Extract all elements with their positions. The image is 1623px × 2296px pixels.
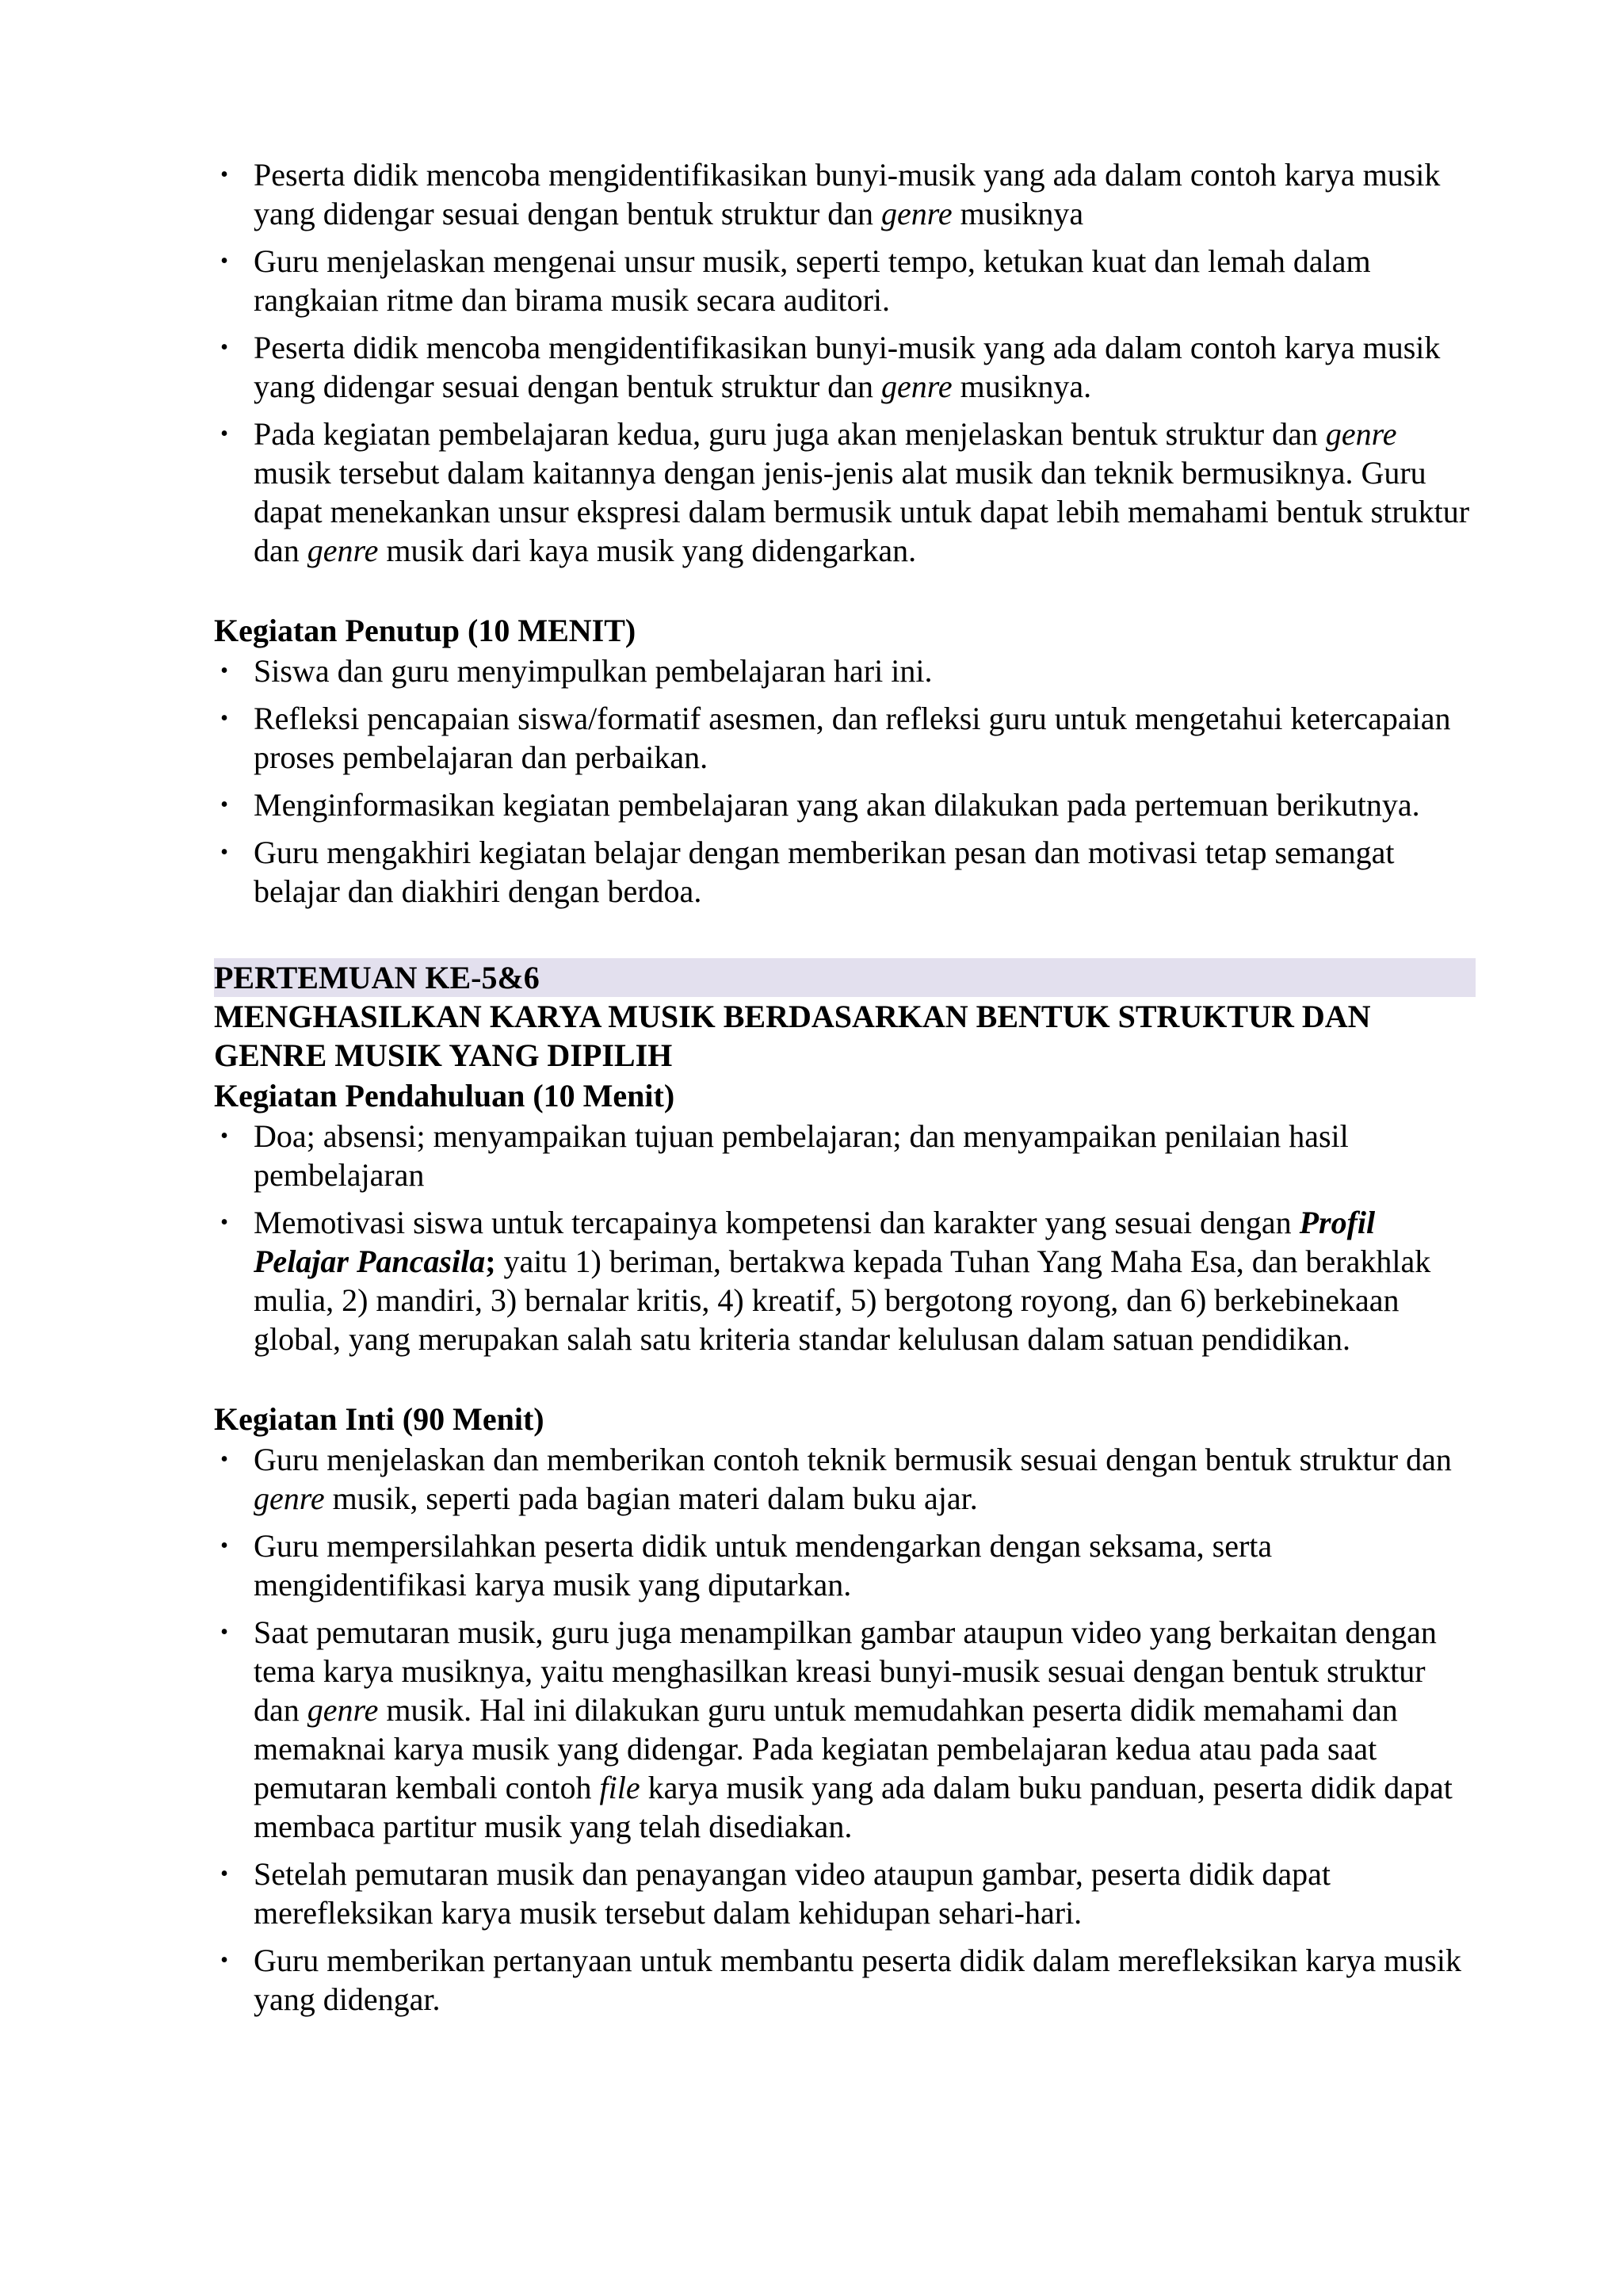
bullet-icon: •	[220, 706, 228, 731]
list-item: • Guru mengakhiri kegiatan belajar dengan memberikan pesan dan motivasi tetap semangat belajar dan diakhiri dengan berdoa.	[214, 833, 1474, 911]
list-item: • Menginformasikan kegiatan pembelajaran yang akan dilakukan pada pertemuan berikutnya.	[214, 785, 1474, 824]
bullet-icon: •	[220, 1948, 228, 1973]
bullet-icon: •	[220, 1862, 228, 1886]
list-item: • Saat pemutaran musik, guru juga menampilkan gambar ataupun video yang berkaitan dengan tema karya musiknya, yaitu menghasilkan kreasi bunyi-musik sesuai dengan bentuk struktur dan genre musik. Hal ini dilakukan guru untuk memudahkan peserta didik memahami dan memaknai karya musik yang didengar. Pada kegiatan pembelajaran kedua atau pada saat pemutaran kembali contoh file karya musik yang ada dalam buku panduan, peserta didik dapat membaca partitur musik yang telah disediakan.	[214, 1613, 1474, 1846]
bullet-icon: •	[220, 249, 228, 273]
list-item: • Setelah pemutaran musik dan penayangan video ataupun gambar, peserta didik dapat merefleksikan karya musik tersebut dalam kehidupan sehari-hari.	[214, 1855, 1474, 1932]
pendahuluan-heading: Kegiatan Pendahuluan (10 Menit)	[214, 1078, 675, 1114]
list-item: • Doa; absensi; menyampaikan tujuan pembelajaran; dan menyampaikan penilaian hasil pembelajaran	[214, 1117, 1474, 1194]
list-item: • Peserta didik mencoba mengidentifikasikan bunyi-musik yang ada dalam contoh karya musik yang didengar sesuai dengan bentuk struktur dan genre musiknya.	[214, 328, 1474, 406]
profil-pelajar-pancasila: Profil Pelajar Pancasila	[254, 1205, 1376, 1279]
list-item: • Memotivasi siswa untuk tercapainya kompetensi dan karakter yang sesuai dengan Profil Pelajar Pancasila; yaitu 1) beriman, bertakwa kepada Tuhan Yang Maha Esa, dan berakhlak mulia, 2) mandiri, 3) bernalar kritis, 4) kreatif, 5) bergotong royong, dan 6) berkebinekaan global, yang merupakan salah satu kriteria standar kelulusan dalam satuan pendidikan.	[214, 1203, 1474, 1358]
pendahuluan-list	[214, 1117, 1474, 1358]
penutup-heading: Kegiatan Penutup (10 MENIT)	[214, 613, 636, 648]
list-item: • Guru menjelaskan mengenai unsur musik, seperti tempo, ketukan kuat dan lemah dalam rangkaian ritme dan birama musik secara auditori.	[214, 242, 1474, 319]
list-item: • Guru menjelaskan dan memberikan contoh teknik bermusik sesuai dengan bentuk struktur dan genre musik, seperti pada bagian materi dalam buku ajar.	[214, 1440, 1474, 1518]
bullet-icon: •	[220, 1210, 228, 1235]
bullet-icon: •	[220, 793, 228, 817]
bullet-icon: •	[220, 1620, 228, 1645]
list-item: • Siswa dan guru menyimpulkan pembelajaran hari ini.	[214, 651, 1474, 690]
inti-list	[214, 1440, 1474, 2019]
activity-list-top	[214, 155, 1474, 570]
bullet-icon: •	[220, 840, 228, 865]
list-item: • Guru memberikan pertanyaan untuk membantu peserta didik dalam merefleksikan karya musik yang didengar.	[214, 1941, 1474, 2019]
pertemuan-title: MENGHASILKAN KARYA MUSIK BERDASARKAN BENTUK STRUKTUR DAN GENRE MUSIK YANG DIPILIH	[214, 999, 1371, 1073]
bullet-icon: •	[220, 1534, 228, 1558]
bullet-icon: •	[220, 1124, 228, 1148]
bullet-icon: •	[220, 162, 228, 187]
inti-heading: Kegiatan Inti (90 Menit)	[214, 1401, 544, 1437]
bullet-icon: •	[220, 335, 228, 360]
bullet-icon: •	[220, 422, 228, 446]
pertemuan-band: PERTEMUAN KE-5&6	[214, 958, 1476, 997]
list-item: • Guru mempersilahkan peserta didik untuk mendengarkan dengan seksama, serta mengidentifikasi karya musik yang diputarkan.	[214, 1526, 1474, 1604]
penutup-list	[214, 651, 1474, 911]
list-item: • Peserta didik mencoba mengidentifikasikan bunyi-musik yang ada dalam contoh karya musik yang didengar sesuai dengan bentuk struktur dan genre musiknya	[214, 155, 1474, 233]
bullet-icon: •	[220, 659, 228, 683]
list-item: • Pada kegiatan pembelajaran kedua, guru juga akan menjelaskan bentuk struktur dan genre musik tersebut dalam kaitannya dengan jenis-jenis alat musik dan teknik bermusiknya. Guru dapat menekankan unsur ekspresi dalam bermusik untuk dapat lebih memahami bentuk struktur dan genre musik dari kaya musik yang didengarkan.	[214, 415, 1474, 570]
list-item: • Refleksi pencapaian siswa/formatif asesmen, dan refleksi guru untuk mengetahui ketercapaian proses pembelajaran dan perbaikan.	[214, 699, 1474, 777]
bullet-icon: •	[220, 1447, 228, 1472]
